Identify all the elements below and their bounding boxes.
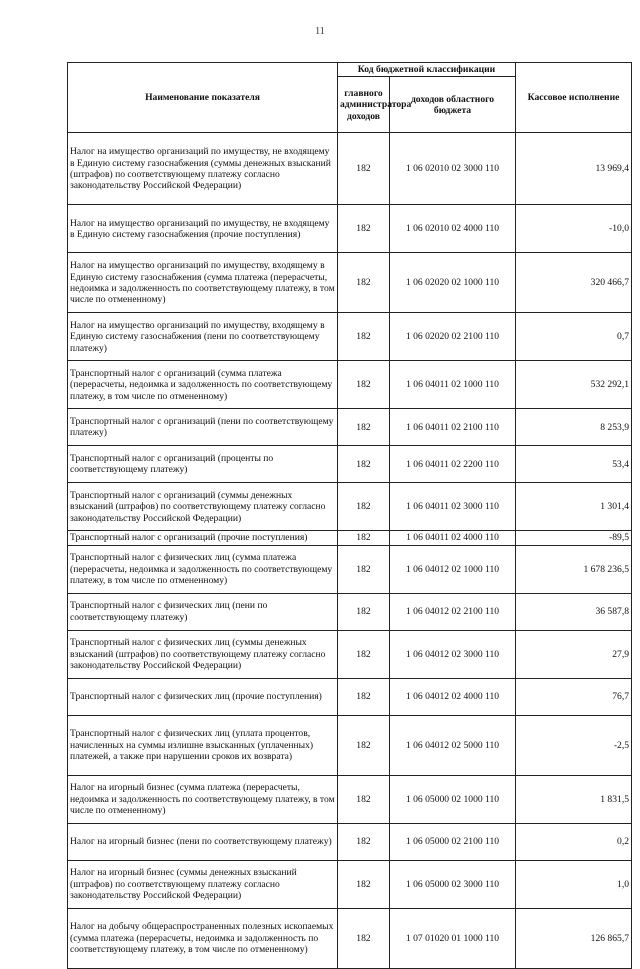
page-number: 11: [315, 26, 325, 37]
row-admin-code: 182: [338, 313, 390, 361]
row-amount: 8 253,9: [516, 409, 632, 446]
row-revenue-code: 1 06 05000 02 2100 110: [390, 823, 516, 860]
table-row: [68, 253, 632, 313]
row-name: Транспортный налог с организаций (проценты по соответствующему платежу): [68, 446, 338, 483]
row-revenue-code: 1 06 04011 02 2100 110: [390, 409, 516, 446]
row-name: Налог на имущество организаций по имуществу, не входящему в Единую систему газоснабжения (прочие поступления): [68, 205, 338, 253]
table-row: [68, 823, 632, 860]
header-regional-budget-revenue: доходов областного бюджета: [390, 77, 516, 133]
header-indicator-name: Наименование показателя: [68, 63, 338, 133]
row-revenue-code: 1 07 01020 01 1000 110: [390, 908, 516, 968]
row-name: Налог на игорный бизнес (пени по соответствующему платежу): [68, 823, 338, 860]
row-admin-code: 182: [338, 593, 390, 630]
table-row: [68, 545, 632, 593]
row-name: Налог на игорный бизнес (сумма платежа (перерасчеты, недоимка и задолженность по соответствующему платежу, в том числе по отмененному): [68, 775, 338, 823]
row-revenue-code: 1 06 02010 02 3000 110: [390, 133, 516, 205]
table-row: [68, 133, 632, 205]
row-amount: 27,9: [516, 630, 632, 678]
header-chief-administrator: главного администратора доходов: [338, 77, 390, 133]
row-amount: 126 865,7: [516, 908, 632, 968]
table-row: [68, 446, 632, 483]
row-revenue-code: 1 06 04012 02 5000 110: [390, 715, 516, 775]
table-row: [68, 361, 632, 409]
row-revenue-code: 1 06 04011 02 1000 110: [390, 361, 516, 409]
row-revenue-code: 1 06 05000 02 1000 110: [390, 775, 516, 823]
table-row: [68, 409, 632, 446]
row-admin-code: 182: [338, 715, 390, 775]
table-row: [68, 860, 632, 908]
row-name: Налог на имущество организаций по имуществу, входящему в Единую систему газоснабжения (сумма платежа (перерасчеты, недоимка и задолженность по соответствующему платежу, в том числе по отмененному): [68, 253, 338, 313]
row-admin-code: 182: [338, 253, 390, 313]
row-revenue-code: 1 06 02020 02 2100 110: [390, 313, 516, 361]
table-row: [68, 775, 632, 823]
row-admin-code: 182: [338, 860, 390, 908]
row-admin-code: 182: [338, 446, 390, 483]
row-amount: 0,7: [516, 313, 632, 361]
row-admin-code: 182: [338, 133, 390, 205]
row-name: Транспортный налог с физических лиц (сумма платежа (перерасчеты, недоимка и задолженность по соответствующему платежу, в том числе по отмененному): [68, 545, 338, 593]
row-name: Налог на имущество организаций по имуществу, не входящему в Единую систему газоснабжения (суммы денежных взысканий (штрафов) по соответствующему платежу согласно законодательству Российской Федерации): [68, 133, 338, 205]
row-amount: -89,5: [516, 531, 632, 545]
row-amount: 1,0: [516, 860, 632, 908]
row-revenue-code: 1 06 04012 02 2100 110: [390, 593, 516, 630]
row-name: Транспортный налог с физических лиц (пени по соответствующему платежу): [68, 593, 338, 630]
table-row: [68, 715, 632, 775]
row-revenue-code: 1 06 02010 02 4000 110: [390, 205, 516, 253]
row-admin-code: 182: [338, 775, 390, 823]
row-amount: -10,0: [516, 205, 632, 253]
row-admin-code: 182: [338, 531, 390, 545]
row-admin-code: 182: [338, 630, 390, 678]
row-admin-code: 182: [338, 823, 390, 860]
table-row: [68, 205, 632, 253]
row-amount: 0,2: [516, 823, 632, 860]
table-header: [68, 63, 632, 133]
row-name: Налог на имущество организаций по имуществу, входящему в Единую систему газоснабжения (пени по соответствующему платежу): [68, 313, 338, 361]
row-amount: -2,5: [516, 715, 632, 775]
row-revenue-code: 1 06 04011 02 4000 110: [390, 531, 516, 545]
header-cash-execution: Кассовое исполнение: [516, 63, 632, 133]
table-row: [68, 483, 632, 531]
budget-revenue-table: [67, 62, 632, 969]
row-name: Транспортный налог с организаций (сумма платежа (перерасчеты, недоимка и задолженность по соответствующему платежу, в том числе по отмененному): [68, 361, 338, 409]
row-amount: 13 969,4: [516, 133, 632, 205]
row-admin-code: 182: [338, 361, 390, 409]
table-row: [68, 908, 632, 968]
header-budget-classification-code: Код бюджетной классификации: [338, 63, 516, 77]
row-amount: 1 678 236,5: [516, 545, 632, 593]
row-amount: 532 292,1: [516, 361, 632, 409]
row-admin-code: 182: [338, 205, 390, 253]
table-row: [68, 630, 632, 678]
row-revenue-code: 1 06 04011 02 3000 110: [390, 483, 516, 531]
row-name: Транспортный налог с физических лиц (прочие поступления): [68, 678, 338, 715]
table-row: [68, 593, 632, 630]
row-admin-code: 182: [338, 409, 390, 446]
row-admin-code: 182: [338, 545, 390, 593]
row-revenue-code: 1 06 05000 02 3000 110: [390, 860, 516, 908]
row-revenue-code: 1 06 02020 02 1000 110: [390, 253, 516, 313]
table-body: [68, 133, 632, 968]
row-name: Налог на игорный бизнес (суммы денежных взысканий (штрафов) по соответствующему платежу согласно законодательству Российской Федерации): [68, 860, 338, 908]
row-amount: 76,7: [516, 678, 632, 715]
row-name: Транспортный налог с организаций (пени по соответствующему платежу): [68, 409, 338, 446]
row-name: Транспортный налог с организаций (прочие поступления): [68, 531, 338, 545]
row-name: Транспортный налог с физических лиц (уплата процентов, начисленных на суммы излишне взысканных (уплаченных) платежей, а также при нарушении сроков их возврата): [68, 715, 338, 775]
table-row: [68, 313, 632, 361]
table-row: [68, 531, 632, 545]
row-revenue-code: 1 06 04011 02 2200 110: [390, 446, 516, 483]
row-name: Транспортный налог с организаций (суммы денежных взысканий (штрафов) по соответствующему платежу согласно законодательству Российской Федерации): [68, 483, 338, 531]
row-amount: 1 831,5: [516, 775, 632, 823]
row-admin-code: 182: [338, 908, 390, 968]
row-name: Налог на добычу общераспространенных полезных ископаемых (сумма платежа (перерасчеты, недоимка и задолженность по соответствующему платежу, в том числе по отмененному): [68, 908, 338, 968]
row-name: Транспортный налог с физических лиц (суммы денежных взысканий (штрафов) по соответствующему платежу согласно законодательству Российской Федерации): [68, 630, 338, 678]
row-admin-code: 182: [338, 678, 390, 715]
row-amount: 1 301,4: [516, 483, 632, 531]
row-amount: 320 466,7: [516, 253, 632, 313]
row-revenue-code: 1 06 04012 02 3000 110: [390, 630, 516, 678]
table-row: [68, 678, 632, 715]
row-amount: 36 587,8: [516, 593, 632, 630]
row-amount: 53,4: [516, 446, 632, 483]
row-revenue-code: 1 06 04012 02 4000 110: [390, 678, 516, 715]
row-admin-code: 182: [338, 483, 390, 531]
row-revenue-code: 1 06 04012 02 1000 110: [390, 545, 516, 593]
